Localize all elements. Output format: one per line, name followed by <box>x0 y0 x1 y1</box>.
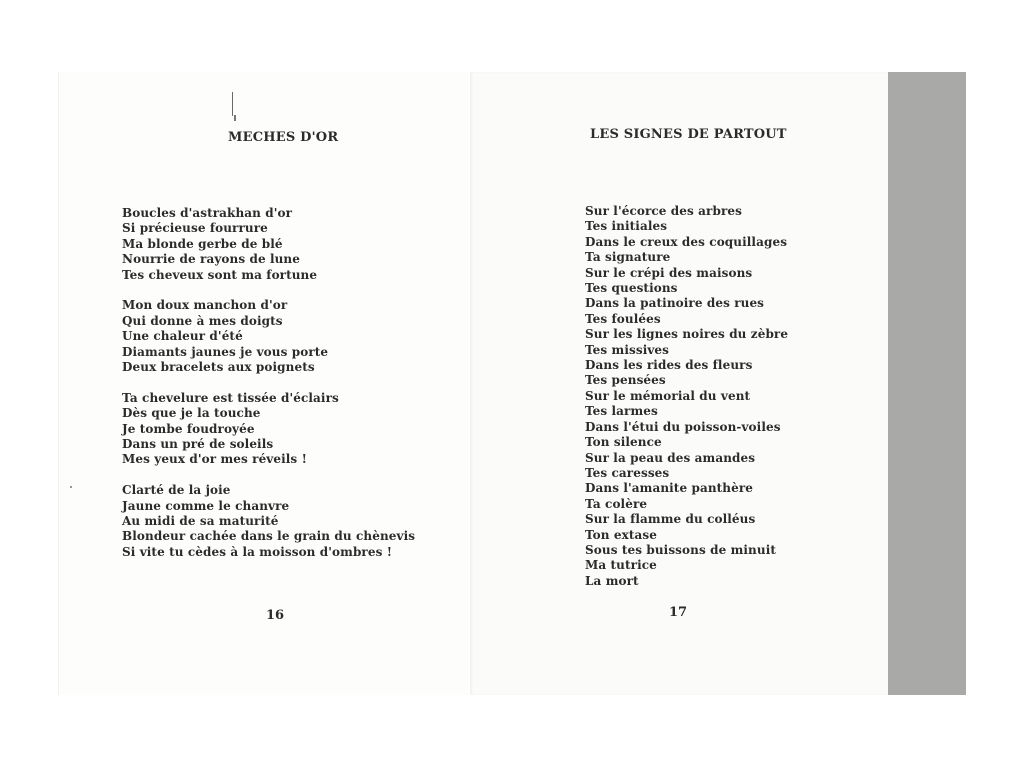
poem-line: Jaune comme le chanvre <box>122 498 290 513</box>
poem-line: Je tombe foudroyée <box>122 421 255 436</box>
scan-background-strip <box>888 72 966 695</box>
poem-line: Mon doux manchon d'or <box>122 298 288 313</box>
poem-line: Sur la flamme du colléus <box>585 512 756 527</box>
poem-line: Tes cheveux sont ma fortune <box>122 267 318 282</box>
poem-line: Sur les lignes noires du zèbre <box>585 327 789 342</box>
poem-body <box>122 206 415 560</box>
poem-line: Sur le mémorial du vent <box>585 388 751 403</box>
poem-line: Ta colère <box>585 496 648 511</box>
poem-line: Dans l'amanite panthère <box>585 481 754 496</box>
stanza <box>122 391 415 468</box>
left-page <box>58 72 468 695</box>
poem-line: Dans l'étui du poisson-voiles <box>585 419 781 434</box>
poem-line: Dès que je la touche <box>122 406 261 421</box>
poem-line: Diamants jaunes je vous porte <box>122 344 329 359</box>
poem-line: Sur l'écorce des arbres <box>585 204 742 218</box>
poem-line: Ton silence <box>585 435 662 450</box>
poem-line: Dans un pré de soleils <box>122 437 274 452</box>
stanza <box>122 206 415 283</box>
stanza <box>122 483 415 560</box>
poem-line: Dans la patinoire des rues <box>585 296 765 311</box>
poem-line: Tes larmes <box>585 404 658 419</box>
ink-mark <box>234 115 236 121</box>
poem-line: Ta chevelure est tissée d'éclairs <box>122 390 339 405</box>
poem-line: Si précieuse fourrure <box>122 221 268 236</box>
poem-line: Tes caresses <box>585 465 670 480</box>
poem-line: Tes questions <box>585 281 678 296</box>
poem-line: Tes initiales <box>585 219 668 234</box>
poem-line: Boucles d'astrakhan d'or <box>122 206 293 220</box>
poem-line: Tes missives <box>585 342 670 357</box>
poem-line: Dans les rides des fleurs <box>585 358 753 373</box>
poem-line: Mes yeux d'or mes réveils ! <box>122 452 307 467</box>
poem-line: Blondeur cachée dans le grain du chènevis <box>122 529 416 544</box>
poem-line: Sous tes buissons de minuit <box>585 542 776 557</box>
page-number: 16 <box>266 608 285 623</box>
poem-body <box>585 204 788 589</box>
poem-line: Ton extase <box>585 527 657 542</box>
stanza <box>122 298 415 375</box>
poem-line: Deux bracelets aux poignets <box>122 360 315 375</box>
poem-line: Si vite tu cèdes à la moisson d'ombres ! <box>122 544 393 559</box>
page-number: 17 <box>669 605 688 620</box>
poem-line: Clarté de la joie <box>122 483 231 498</box>
poem-line: Ma blonde gerbe de blé <box>122 236 283 251</box>
poem-line: Au midi de sa maturité <box>122 514 279 529</box>
poem-title: LES SIGNES DE PARTOUT <box>590 127 787 142</box>
poem-title: MECHES D'OR <box>228 130 339 145</box>
ink-speck <box>70 486 72 488</box>
poem-line: La mort <box>585 573 639 588</box>
right-page <box>470 72 888 695</box>
poem-line: Sur la peau des amandes <box>585 450 756 465</box>
poem-line: Dans le creux des coquillages <box>585 234 788 249</box>
poem-line: Une chaleur d'été <box>122 329 243 344</box>
poem-line: Ma tutrice <box>585 558 657 573</box>
poem-line: Ta signature <box>585 250 671 265</box>
poem-line: Qui donne à mes doigts <box>122 313 283 328</box>
poem-line: Sur le crépi des maisons <box>585 265 753 280</box>
poem-line: Tes foulées <box>585 311 661 326</box>
poem-line: Tes pensées <box>585 373 666 388</box>
poem-line: Nourrie de rayons de lune <box>122 252 300 267</box>
ink-mark <box>232 92 233 116</box>
